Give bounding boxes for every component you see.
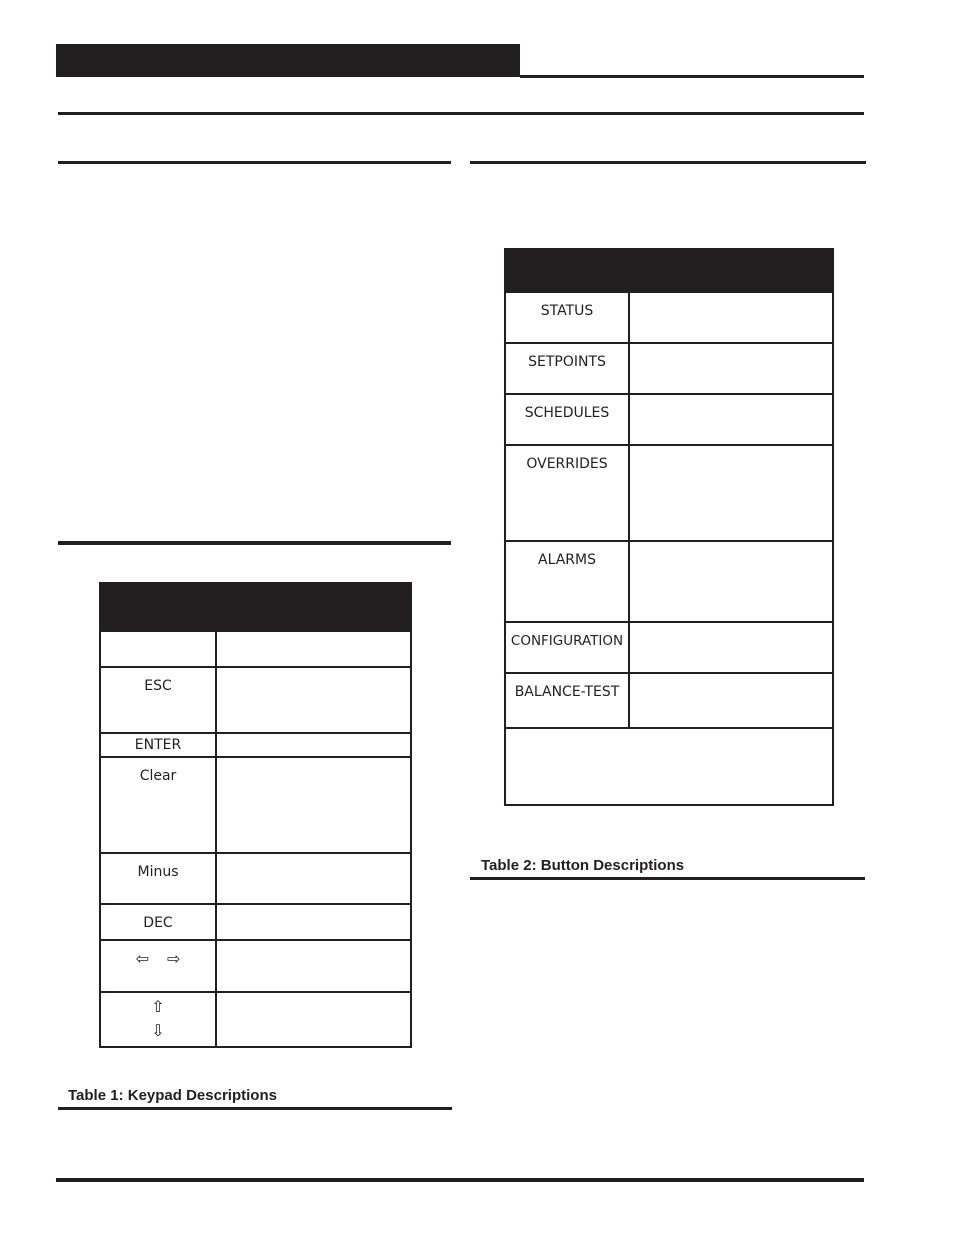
button-cell-status: STATUS <box>505 292 629 343</box>
description-cell <box>216 853 411 904</box>
description-cell <box>216 992 411 1047</box>
description-cell <box>629 622 833 673</box>
header-title-bar <box>56 44 520 77</box>
table-row <box>100 853 411 904</box>
description-cell <box>629 292 833 343</box>
header-rule <box>520 75 864 78</box>
table1-caption: Table 1: Keypad Descriptions <box>68 1087 277 1104</box>
table-row <box>100 757 411 853</box>
footer-rule <box>56 1178 864 1182</box>
table-row <box>505 394 833 445</box>
button-cell-setpoints: SETPOINTS <box>505 343 629 394</box>
description-cell <box>629 394 833 445</box>
header-cell-key <box>100 583 216 631</box>
table1-caption-rule <box>58 1107 452 1110</box>
description-cell <box>216 757 411 853</box>
key-cell-esc: ESC <box>100 667 216 733</box>
description-cell <box>216 904 411 940</box>
description-cell <box>629 343 833 394</box>
description-cell <box>216 667 411 733</box>
header-cell-button <box>505 249 629 292</box>
button-descriptions-table <box>504 248 834 806</box>
button-cell-overrides: OVERRIDES <box>505 445 629 541</box>
description-cell <box>629 445 833 541</box>
description-cell <box>629 673 833 728</box>
header-cell-description <box>629 249 833 292</box>
right-column-top-rule <box>470 161 866 164</box>
table-row <box>100 904 411 940</box>
table-row <box>505 343 833 394</box>
table-row <box>100 940 411 992</box>
left-arrow-icon: ⇦ <box>135 949 149 968</box>
description-cell <box>216 940 411 992</box>
left-column-top-rule <box>58 161 451 164</box>
key-cell-enter: ENTER <box>100 733 216 757</box>
description-cell <box>629 541 833 622</box>
header-cell-description <box>216 583 411 631</box>
down-arrow-icon: ⇩ <box>151 1021 165 1040</box>
key-cell-dec: DEC <box>100 904 216 940</box>
table-row <box>100 733 411 757</box>
key-cell <box>100 631 216 667</box>
table-header-row <box>505 249 833 292</box>
note-cell <box>505 728 833 805</box>
table-row <box>100 667 411 733</box>
button-cell-balance-test: BALANCE-TEST <box>505 673 629 728</box>
button-cell-configuration: CONFIGURATION <box>505 622 629 673</box>
table2-caption: Table 2: Button Descriptions <box>481 857 685 874</box>
key-cell-clear: Clear <box>100 757 216 853</box>
table-row <box>505 445 833 541</box>
table-row <box>100 992 411 1047</box>
table-row <box>505 622 833 673</box>
key-cell-up-down <box>100 992 216 1047</box>
description-cell <box>216 733 411 757</box>
table-row <box>100 631 411 667</box>
left-section-rule <box>58 541 451 545</box>
table-row <box>505 673 833 728</box>
table-header-row <box>100 583 411 631</box>
keypad-descriptions-table <box>99 582 412 1048</box>
section-title-rule <box>58 112 864 115</box>
table-row <box>505 292 833 343</box>
button-cell-alarms: ALARMS <box>505 541 629 622</box>
key-cell-left-right <box>100 940 216 992</box>
button-cell-schedules: SCHEDULES <box>505 394 629 445</box>
description-cell <box>216 631 411 667</box>
key-cell-minus: Minus <box>100 853 216 904</box>
table-row <box>505 541 833 622</box>
table-note-row <box>505 728 833 805</box>
right-arrow-icon: ⇨ <box>167 949 181 968</box>
table2-caption-rule <box>470 877 865 880</box>
up-arrow-icon: ⇧ <box>151 997 165 1016</box>
